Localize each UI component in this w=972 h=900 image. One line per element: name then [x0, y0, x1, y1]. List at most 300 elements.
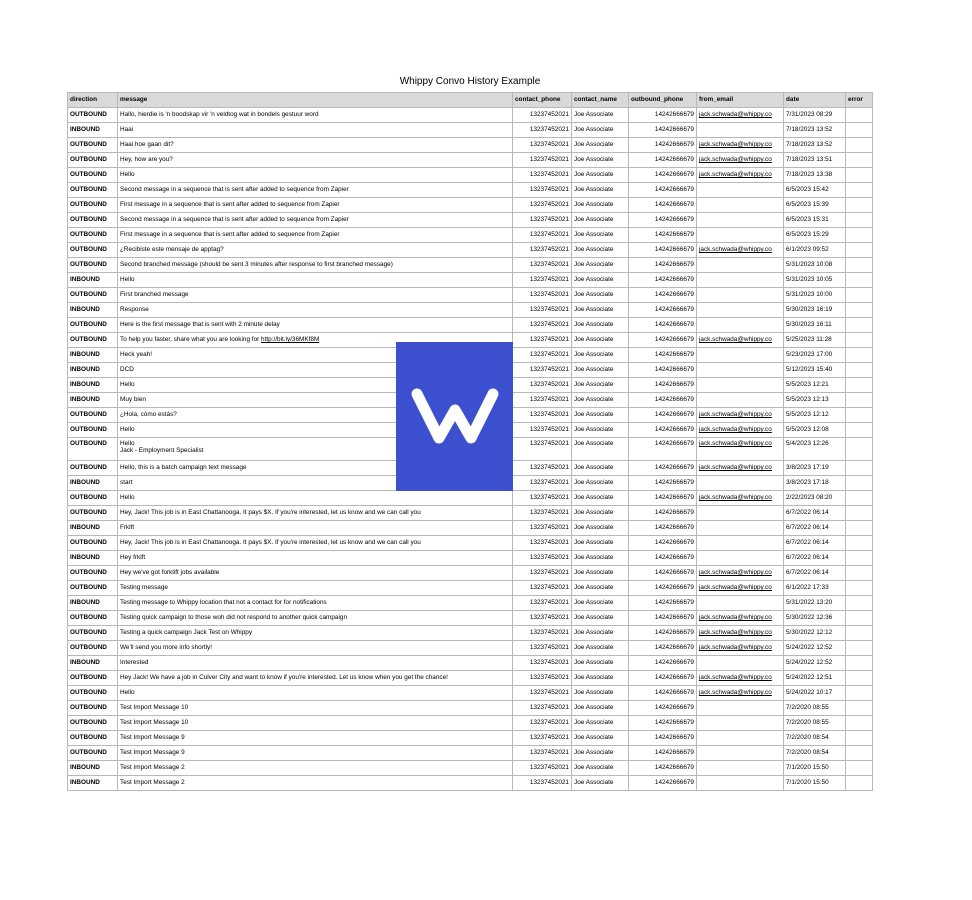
cell-date: 5/4/2023 12:26: [784, 438, 846, 461]
cell-error: [846, 611, 873, 626]
table-row: [68, 303, 873, 318]
cell-contact-name: Joe Associate: [572, 423, 629, 438]
cell-from-email[interactable]: jack.schwada@whippy.co: [697, 491, 784, 506]
message-text-line2: Jack - Employment Specialist: [120, 447, 204, 455]
cell-message: [118, 566, 513, 581]
cell-from-email: [697, 318, 784, 333]
cell-outbound-phone: 14242666679: [629, 596, 697, 611]
cell-error: [846, 303, 873, 318]
cell-outbound-phone: 14242666679: [629, 438, 697, 461]
cell-direction: OUTBOUND: [68, 746, 118, 761]
cell-error: [846, 408, 873, 423]
table-row: [68, 566, 873, 581]
cell-contact-name: Joe Associate: [572, 551, 629, 566]
message-text: Heck yeah!: [120, 351, 152, 359]
cell-outbound-phone: 14242666679: [629, 491, 697, 506]
cell-date: 6/5/2023 15:31: [784, 213, 846, 228]
cell-contact-phone: 13237452021: [513, 183, 572, 198]
cell-date: 5/5/2023 12:12: [784, 408, 846, 423]
message-text: Hello, this is a batch campaign text message: [120, 464, 247, 472]
table-row: [68, 228, 873, 243]
cell-error: [846, 363, 873, 378]
cell-message: [118, 138, 513, 153]
table-row: [68, 491, 873, 506]
cell-direction: OUTBOUND: [68, 611, 118, 626]
message-text: Second message in a sequence that is sent after added to sequence from Zapier: [120, 186, 349, 194]
cell-from-email[interactable]: jack.schwada@whippy.co: [697, 626, 784, 641]
cell-contact-phone: 13237452021: [513, 363, 572, 378]
cell-date: 5/31/2023 10:05: [784, 273, 846, 288]
cell-message: [118, 123, 513, 138]
cell-direction: OUTBOUND: [68, 731, 118, 746]
cell-contact-phone: 13237452021: [513, 243, 572, 258]
cell-contact-name: Joe Associate: [572, 183, 629, 198]
cell-contact-phone: 13237452021: [513, 438, 572, 461]
cell-from-email: [697, 731, 784, 746]
cell-direction: OUTBOUND: [68, 333, 118, 348]
cell-contact-phone: 13237452021: [513, 318, 572, 333]
cell-contact-phone: 13237452021: [513, 581, 572, 596]
message-text: Hello: [120, 494, 135, 502]
message-text: First branched message: [120, 291, 189, 299]
cell-direction: OUTBOUND: [68, 461, 118, 476]
cell-outbound-phone: 14242666679: [629, 521, 697, 536]
cell-date: 7/31/2023 08:29: [784, 108, 846, 123]
message-text: Hey frklft: [120, 554, 146, 562]
cell-error: [846, 258, 873, 273]
header-from-email: from_email: [697, 93, 784, 108]
cell-contact-name: Joe Associate: [572, 701, 629, 716]
cell-direction: OUTBOUND: [68, 168, 118, 183]
cell-from-email[interactable]: jack.schwada@whippy.co: [697, 138, 784, 153]
cell-message: [118, 626, 513, 641]
table-row: [68, 213, 873, 228]
message-text: Testing a quick campaign Jack Test on Whippy: [120, 629, 253, 637]
cell-direction: OUTBOUND: [68, 626, 118, 641]
cell-error: [846, 551, 873, 566]
cell-from-email: [697, 288, 784, 303]
cell-direction: INBOUND: [68, 363, 118, 378]
cell-outbound-phone: 14242666679: [629, 476, 697, 491]
cell-message: [118, 288, 513, 303]
cell-contact-name: Joe Associate: [572, 581, 629, 596]
cell-direction: OUTBOUND: [68, 183, 118, 198]
cell-contact-phone: 13237452021: [513, 641, 572, 656]
cell-error: [846, 581, 873, 596]
table-row: [68, 506, 873, 521]
table-row: [68, 596, 873, 611]
cell-contact-name: Joe Associate: [572, 408, 629, 423]
cell-error: [846, 671, 873, 686]
message-text: ¿Hola, cómo estás?: [120, 411, 177, 419]
cell-direction: INBOUND: [68, 521, 118, 536]
table-row: [68, 746, 873, 761]
cell-direction: INBOUND: [68, 123, 118, 138]
cell-contact-phone: 13237452021: [513, 776, 572, 791]
cell-error: [846, 183, 873, 198]
cell-contact-name: Joe Associate: [572, 363, 629, 378]
cell-direction: OUTBOUND: [68, 408, 118, 423]
cell-outbound-phone: 14242666679: [629, 333, 697, 348]
table-row: [68, 123, 873, 138]
table-row: [68, 641, 873, 656]
cell-date: 7/1/2020 15:50: [784, 776, 846, 791]
table-row: [68, 153, 873, 168]
cell-error: [846, 491, 873, 506]
cell-error: [846, 123, 873, 138]
cell-date: 7/2/2020 08:55: [784, 716, 846, 731]
cell-direction: OUTBOUND: [68, 566, 118, 581]
cell-outbound-phone: 14242666679: [629, 123, 697, 138]
cell-date: 5/24/2022 12:52: [784, 656, 846, 671]
cell-message: [118, 581, 513, 596]
cell-outbound-phone: 14242666679: [629, 506, 697, 521]
cell-contact-phone: 13237452021: [513, 168, 572, 183]
cell-from-email[interactable]: jack.schwada@whippy.co: [697, 333, 784, 348]
cell-message: [118, 761, 513, 776]
message-text: Test Import Message 9: [120, 734, 185, 742]
cell-direction: OUTBOUND: [68, 671, 118, 686]
cell-direction: OUTBOUND: [68, 213, 118, 228]
cell-message: [118, 596, 513, 611]
cell-contact-name: Joe Associate: [572, 461, 629, 476]
cell-message: [118, 551, 513, 566]
cell-contact-phone: 13237452021: [513, 491, 572, 506]
cell-contact-phone: 13237452021: [513, 761, 572, 776]
cell-error: [846, 536, 873, 551]
cell-from-email[interactable]: jack.schwada@whippy.co: [697, 461, 784, 476]
table-row: [68, 243, 873, 258]
message-text: Here is the first message that is sent with 2 minute delay: [120, 321, 280, 329]
cell-from-email: [697, 303, 784, 318]
cell-date: 2/22/2023 08:20: [784, 491, 846, 506]
cell-direction: OUTBOUND: [68, 228, 118, 243]
cell-from-email: [697, 393, 784, 408]
cell-error: [846, 716, 873, 731]
cell-contact-phone: 13237452021: [513, 521, 572, 536]
whippy-w-logo-icon: [407, 386, 503, 448]
cell-date: 6/5/2023 15:29: [784, 228, 846, 243]
cell-contact-phone: 13237452021: [513, 656, 572, 671]
table-row: [68, 716, 873, 731]
cell-message: [118, 731, 513, 746]
cell-contact-name: Joe Associate: [572, 243, 629, 258]
cell-error: [846, 348, 873, 363]
cell-from-email: [697, 273, 784, 288]
cell-message: [118, 183, 513, 198]
header-contact-name: contact_name: [572, 93, 629, 108]
cell-outbound-phone: 14242666679: [629, 626, 697, 641]
message-text: Second message in a sequence that is sent after added to sequence from Zapier: [120, 216, 349, 224]
message-text: Test Import Message 10: [120, 704, 189, 712]
cell-contact-phone: 13237452021: [513, 228, 572, 243]
cell-from-email: [697, 551, 784, 566]
cell-direction: INBOUND: [68, 303, 118, 318]
cell-outbound-phone: 14242666679: [629, 551, 697, 566]
cell-contact-phone: 13237452021: [513, 393, 572, 408]
cell-error: [846, 138, 873, 153]
cell-from-email: [697, 348, 784, 363]
message-text: Second branched message (should be sent 3 minutes after response to first branched message): [120, 261, 393, 269]
cell-direction: INBOUND: [68, 273, 118, 288]
cell-message: [118, 686, 513, 701]
cell-contact-name: Joe Associate: [572, 656, 629, 671]
table-row: [68, 611, 873, 626]
cell-from-email: [697, 506, 784, 521]
message-text: start: [120, 479, 133, 487]
cell-direction: OUTBOUND: [68, 108, 118, 123]
cell-from-email[interactable]: jack.schwada@whippy.co: [697, 108, 784, 123]
cell-contact-name: Joe Associate: [572, 686, 629, 701]
cell-from-email: [697, 536, 784, 551]
cell-direction: INBOUND: [68, 551, 118, 566]
table-row: [68, 671, 873, 686]
table-row: [68, 273, 873, 288]
cell-contact-name: Joe Associate: [572, 303, 629, 318]
cell-error: [846, 378, 873, 393]
cell-outbound-phone: 14242666679: [629, 566, 697, 581]
cell-contact-phone: 13237452021: [513, 303, 572, 318]
cell-error: [846, 641, 873, 656]
cell-error: [846, 333, 873, 348]
cell-message: [118, 611, 513, 626]
cell-from-email[interactable]: jack.schwada@whippy.co: [697, 566, 784, 581]
message-text: Haai: [120, 126, 134, 134]
cell-direction: OUTBOUND: [68, 288, 118, 303]
cell-from-email: [697, 656, 784, 671]
cell-date: 6/7/2022 06:14: [784, 521, 846, 536]
cell-contact-name: Joe Associate: [572, 393, 629, 408]
cell-date: 5/5/2023 12:13: [784, 393, 846, 408]
cell-contact-name: Joe Associate: [572, 153, 629, 168]
cell-message: [118, 198, 513, 213]
cell-contact-name: Joe Associate: [572, 438, 629, 461]
cell-direction: OUTBOUND: [68, 423, 118, 438]
cell-date: 6/5/2023 15:39: [784, 198, 846, 213]
whippy-logo: [396, 342, 513, 491]
cell-message: [118, 671, 513, 686]
table-row: [68, 258, 873, 273]
message-text: Hello: [120, 689, 135, 697]
cell-direction: INBOUND: [68, 596, 118, 611]
cell-outbound-phone: 14242666679: [629, 611, 697, 626]
table-row: [68, 761, 873, 776]
cell-direction: OUTBOUND: [68, 138, 118, 153]
cell-outbound-phone: 14242666679: [629, 408, 697, 423]
cell-contact-name: Joe Associate: [572, 506, 629, 521]
cell-from-email[interactable]: jack.schwada@whippy.co: [697, 671, 784, 686]
cell-message: [118, 168, 513, 183]
cell-contact-name: Joe Associate: [572, 318, 629, 333]
cell-outbound-phone: 14242666679: [629, 228, 697, 243]
message-text: Haai hoe gaan dit?: [120, 141, 174, 149]
cell-error: [846, 168, 873, 183]
table-row: [68, 551, 873, 566]
cell-from-email[interactable]: jack.schwada@whippy.co: [697, 438, 784, 461]
cell-contact-name: Joe Associate: [572, 566, 629, 581]
cell-from-email[interactable]: jack.schwada@whippy.co: [697, 153, 784, 168]
cell-from-email: [697, 378, 784, 393]
table-row: [68, 686, 873, 701]
cell-contact-phone: 13237452021: [513, 123, 572, 138]
cell-outbound-phone: 14242666679: [629, 731, 697, 746]
cell-date: 7/1/2020 15:50: [784, 761, 846, 776]
cell-contact-phone: 13237452021: [513, 536, 572, 551]
cell-direction: INBOUND: [68, 761, 118, 776]
cell-date: 7/2/2020 08:55: [784, 701, 846, 716]
cell-contact-name: Joe Associate: [572, 228, 629, 243]
cell-outbound-phone: 14242666679: [629, 303, 697, 318]
table-row: [68, 626, 873, 641]
cell-date: 5/5/2023 12:21: [784, 378, 846, 393]
header-contact-phone: contact_phone: [513, 93, 572, 108]
cell-from-email: [697, 716, 784, 731]
cell-error: [846, 596, 873, 611]
cell-message: [118, 641, 513, 656]
cell-direction: OUTBOUND: [68, 686, 118, 701]
message-link[interactable]: http://bit.ly/36MKf8M: [261, 336, 320, 344]
cell-date: 5/25/2023 11:28: [784, 333, 846, 348]
cell-from-email: [697, 258, 784, 273]
table-row: [68, 521, 873, 536]
cell-message: [118, 716, 513, 731]
cell-direction: OUTBOUND: [68, 701, 118, 716]
cell-from-email[interactable]: jack.schwada@whippy.co: [697, 243, 784, 258]
cell-contact-name: Joe Associate: [572, 168, 629, 183]
cell-direction: OUTBOUND: [68, 258, 118, 273]
cell-contact-name: Joe Associate: [572, 138, 629, 153]
message-text: To help you faster, share what you are looking for: [120, 336, 262, 344]
cell-message: [118, 213, 513, 228]
table-header-row: [68, 93, 873, 108]
cell-error: [846, 626, 873, 641]
message-text: Testing message: [120, 584, 168, 592]
message-text: Hallo, hierdie is 'n boodskap vir 'n veldtog wat in bondels gestuur word: [120, 111, 319, 119]
cell-error: [846, 213, 873, 228]
cell-contact-phone: 13237452021: [513, 701, 572, 716]
cell-outbound-phone: 14242666679: [629, 288, 697, 303]
cell-contact-name: Joe Associate: [572, 288, 629, 303]
cell-contact-phone: 13237452021: [513, 476, 572, 491]
message-text: Testing quick campaign to those woh did not respond to another quick campaign: [120, 614, 348, 622]
message-text: Testing message to Whippy location that not a contact for for notifications: [120, 599, 327, 607]
cell-outbound-phone: 14242666679: [629, 198, 697, 213]
cell-from-email: [697, 521, 784, 536]
message-text: Frklft: [120, 524, 135, 532]
cell-contact-phone: 13237452021: [513, 566, 572, 581]
cell-error: [846, 461, 873, 476]
cell-contact-name: Joe Associate: [572, 716, 629, 731]
cell-contact-phone: 13237452021: [513, 288, 572, 303]
cell-outbound-phone: 14242666679: [629, 656, 697, 671]
message-text: Hello: [120, 426, 135, 434]
message-text: Test Import Message 9: [120, 749, 185, 757]
cell-contact-name: Joe Associate: [572, 746, 629, 761]
cell-outbound-phone: 14242666679: [629, 716, 697, 731]
cell-error: [846, 476, 873, 491]
cell-contact-phone: 13237452021: [513, 611, 572, 626]
cell-contact-name: Joe Associate: [572, 108, 629, 123]
cell-contact-name: Joe Associate: [572, 596, 629, 611]
cell-outbound-phone: 14242666679: [629, 108, 697, 123]
cell-outbound-phone: 14242666679: [629, 318, 697, 333]
cell-error: [846, 393, 873, 408]
header-message: message: [118, 93, 513, 108]
cell-from-email[interactable]: jack.schwada@whippy.co: [697, 686, 784, 701]
cell-error: [846, 288, 873, 303]
cell-from-email[interactable]: jack.schwada@whippy.co: [697, 408, 784, 423]
table-row: [68, 138, 873, 153]
cell-date: 5/30/2022 12:36: [784, 611, 846, 626]
cell-outbound-phone: 14242666679: [629, 363, 697, 378]
cell-message: [118, 521, 513, 536]
cell-message: [118, 318, 513, 333]
cell-from-email[interactable]: jack.schwada@whippy.co: [697, 611, 784, 626]
cell-from-email[interactable]: jack.schwada@whippy.co: [697, 168, 784, 183]
cell-from-email: [697, 213, 784, 228]
cell-date: 5/31/2023 10:08: [784, 258, 846, 273]
cell-contact-phone: 13237452021: [513, 258, 572, 273]
cell-date: 6/7/2022 06:14: [784, 566, 846, 581]
cell-error: [846, 701, 873, 716]
table-row: [68, 776, 873, 791]
cell-error: [846, 318, 873, 333]
message-text: First message in a sequence that is sent after added to sequence from Zapier: [120, 231, 340, 239]
cell-contact-name: Joe Associate: [572, 273, 629, 288]
cell-contact-phone: 13237452021: [513, 746, 572, 761]
cell-outbound-phone: 14242666679: [629, 258, 697, 273]
cell-direction: INBOUND: [68, 378, 118, 393]
cell-error: [846, 243, 873, 258]
cell-contact-phone: 13237452021: [513, 213, 572, 228]
cell-date: 6/1/2023 09:52: [784, 243, 846, 258]
cell-direction: OUTBOUND: [68, 438, 118, 461]
cell-direction: INBOUND: [68, 393, 118, 408]
message-text: Hello: [120, 381, 135, 389]
cell-contact-phone: 13237452021: [513, 716, 572, 731]
cell-date: 7/18/2023 13:38: [784, 168, 846, 183]
cell-contact-name: Joe Associate: [572, 761, 629, 776]
cell-from-email[interactable]: jack.schwada@whippy.co: [697, 641, 784, 656]
message-text: Test Import Message 10: [120, 719, 189, 727]
cell-outbound-phone: 14242666679: [629, 183, 697, 198]
cell-from-email[interactable]: jack.schwada@whippy.co: [697, 581, 784, 596]
cell-from-email: [697, 701, 784, 716]
cell-from-email[interactable]: jack.schwada@whippy.co: [697, 423, 784, 438]
cell-outbound-phone: 14242666679: [629, 776, 697, 791]
cell-error: [846, 746, 873, 761]
cell-message: [118, 243, 513, 258]
cell-from-email: [697, 183, 784, 198]
message-text: Hey, how are you?: [120, 156, 173, 164]
cell-date: 7/18/2023 13:52: [784, 138, 846, 153]
cell-contact-phone: 13237452021: [513, 198, 572, 213]
cell-contact-name: Joe Associate: [572, 378, 629, 393]
cell-date: 6/1/2022 17:33: [784, 581, 846, 596]
cell-from-email: [697, 746, 784, 761]
message-text: DCD: [120, 366, 134, 374]
cell-date: 7/2/2020 08:54: [784, 731, 846, 746]
cell-from-email: [697, 761, 784, 776]
cell-date: 5/24/2022 10:17: [784, 686, 846, 701]
cell-outbound-phone: 14242666679: [629, 378, 697, 393]
cell-direction: OUTBOUND: [68, 581, 118, 596]
cell-error: [846, 686, 873, 701]
cell-outbound-phone: 14242666679: [629, 536, 697, 551]
cell-date: 5/23/2023 17:00: [784, 348, 846, 363]
cell-contact-phone: 13237452021: [513, 596, 572, 611]
table-row: [68, 183, 873, 198]
